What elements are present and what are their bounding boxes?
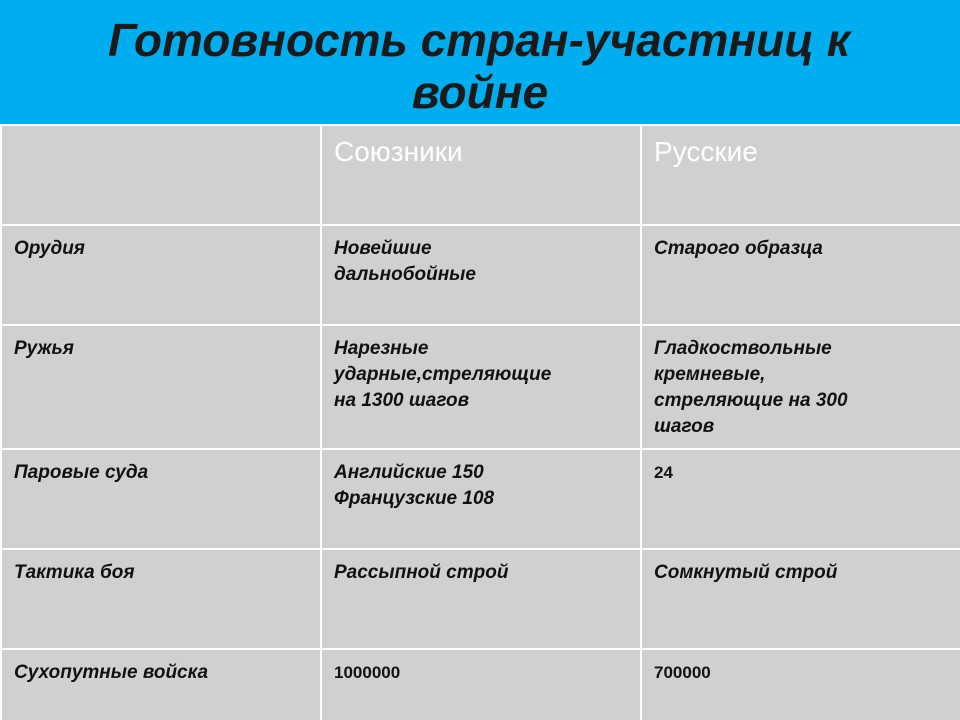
table-header-row — [1, 125, 960, 225]
row-label: Ружья — [1, 325, 321, 449]
header-cell-russians: Русские — [641, 125, 960, 225]
row-label: Паровые суда — [1, 449, 321, 549]
allies-value: Нарезные ударные,стреляющие на 1300 шагов — [321, 325, 641, 449]
table-row — [1, 449, 960, 549]
row-label: Сухопутные войска — [1, 649, 321, 720]
comparison-table — [0, 124, 960, 720]
allies-value: Английские 150 Французские 108 — [321, 449, 641, 549]
table-row — [1, 225, 960, 325]
header-cell-empty — [1, 125, 321, 225]
row-label: Орудия — [1, 225, 321, 325]
slide-title — [0, 8, 960, 124]
allies-value: 1000000 — [321, 649, 641, 720]
russians-value: Сомкнутый строй — [641, 549, 960, 649]
header-cell-allies: Союзники — [321, 125, 641, 225]
title-line-1: Готовность стран-участниц к — [107, 14, 851, 66]
russians-value: Гладкоствольные кремневые, стреляющие на 300 шагов — [641, 325, 960, 449]
allies-value: Рассыпной строй — [321, 549, 641, 649]
russians-value: 700000 — [641, 649, 960, 720]
title-line-2: войне — [411, 66, 549, 118]
table-row — [1, 325, 960, 449]
table-row — [1, 549, 960, 649]
row-label: Тактика боя — [1, 549, 321, 649]
russians-value: 24 — [641, 449, 960, 549]
russians-value: Старого образца — [641, 225, 960, 325]
allies-value: Новейшие дальнобойные — [321, 225, 641, 325]
table-row — [1, 649, 960, 720]
